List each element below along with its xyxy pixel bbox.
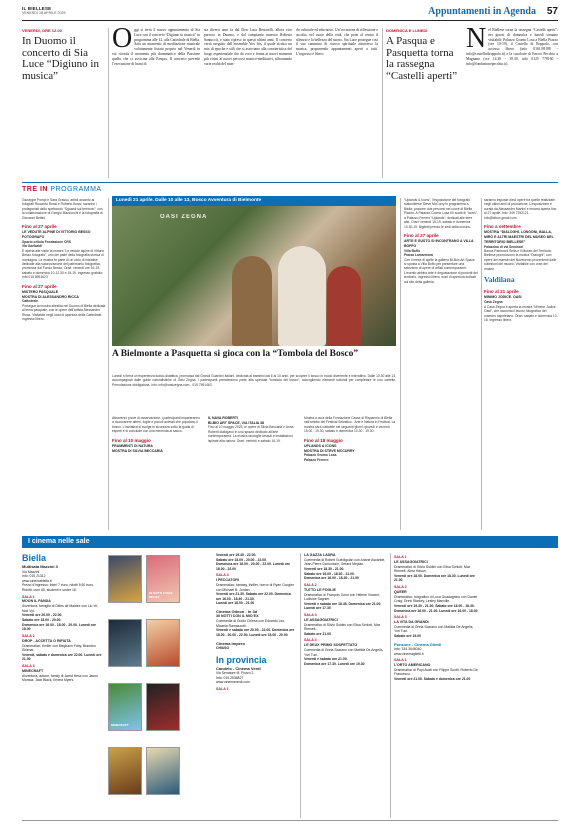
headline: A Pasqua e Pasquetta torna la rassegna “Castelli aperti” xyxy=(386,35,458,82)
event-date: Fino a settembre xyxy=(484,224,521,230)
divider xyxy=(400,198,401,530)
masthead-brand: IL BIELLESE xyxy=(22,6,52,11)
story-concert xyxy=(22,28,106,178)
film-title: I PECCATORI xyxy=(216,578,239,583)
drop-cap: O xyxy=(112,28,133,54)
body-text: do culturale ed educativo. Un’occasione di riflessione e ascolto, nel cuore della città, che pone al centro il silenzio e la bellezza del suono. Sia Luce prosegue così il suo cammino di ricerca spirituale attraverso la musica, proponendo appuntamenti aperti a tutti. L’ingresso è libero. xyxy=(296,28,378,57)
film-title: LE ASSAGGIATRICI xyxy=(304,617,338,622)
film-desc: Drammatico di François Ozon con Hélène Vincent, Ludivine Sagnier. xyxy=(304,592,381,602)
event-title: FRAMMENTI DI NATURA MOSTRA DI SILVIA BECCARIA xyxy=(112,443,163,453)
header-rule xyxy=(22,20,558,21)
kicker: VENERDÌ, ORE 12.00 xyxy=(22,28,62,33)
film-poster xyxy=(146,747,180,795)
photo-logo-text: OASI ZEGNA xyxy=(160,214,208,220)
body-text: saranno esposte dieci opere tra quelle realizzate negli ultimi anni di produzione. L’esposizione è curata da Alessandro Martini e rimarrà aperta fino al 27 aprile. Info: 349 7252121 - info@bibox.gmail.com xyxy=(484,198,557,220)
film-times: Venerdì, sabato e domenica ore 22.00. Lunedì ore 21.00 xyxy=(22,652,102,662)
sala-label: SALA 1 xyxy=(394,658,407,663)
film-times: Venerdì ore 21.00. Sabato e domenica ore 21.00 xyxy=(394,677,471,682)
sala-label: SALA 1 xyxy=(22,594,35,599)
event-date: Fino al 10 maggio xyxy=(112,437,151,443)
cinema-listing xyxy=(22,564,102,683)
event-text: A Casa Zegna è aperta la mostra “Mimmo Jodice. Oasi”, che racconta il lavoro fotografico del maestro napoletano. Orari: sabato e domenica 10-18. Ingresso libero. xyxy=(484,304,558,322)
film-desc: Commedia di Greta Scarano con Matilda De Angelis, Yuri Tuci. xyxy=(304,648,384,657)
film-times: Venerdì ore 20.00 - 22.00. Sabato ore 18.00 - 20.00. Domenica ore 16.00 - 18.00 - 20.00. Lunedì ore 18.00 xyxy=(22,613,97,632)
body-text: ggi si terrà il nuovo appuntamento di Sia Luce con il concerto “Digiuno in musica” in programma alle 12, alla Cattedrale di Biella. Sarà un momento di meditazione musicale volutamente fissato proprio nel Venerdì in cui ricorda il momento più drammatico della Passione quello che ci avvicina alla Pasqua. Il concerto prevede l’esecuzione di brani di xyxy=(112,28,200,66)
film-title: LE ASSAGGIATRICI xyxy=(394,559,428,564)
section-label-a: TRE IN xyxy=(22,186,48,193)
film-desc: Commedia di Guido Chiesa con Edoardo Leo, Micaela Ramazzotti. xyxy=(216,619,286,628)
film-desc: Avventura, famiglia di Gilles de Maistre con Liu Ye, Noé Vyl. xyxy=(22,604,99,613)
body-text: “Uplands & Icons”, l’esposizione del fotografo statunitense Steve McCurry in programma a Biella, propone due percorsi nel cuore di Biella Piazzo. A Palazzo Gromo Losa 60 scatti di “Icons”, a Palazzo Ferrero “Uplands”, dedicati alle terre alte. Orari: venerdì 15-19, sabato e domenica 10.30-19. Biglietti presso le sedi della mostra. xyxy=(404,198,478,229)
cinema-name: Cinema Impero xyxy=(216,640,245,646)
film-desc: Drammatico di Silvio Soldini con Elisa Schlott, Max Riemelt. xyxy=(304,622,381,632)
film-title: LE DEUX PRIMO SOSPETTATO xyxy=(304,643,358,648)
film-title: DROP - ACCETTA O RIFIUTA xyxy=(22,638,71,643)
bosco-col-3 xyxy=(304,416,396,531)
film-desc: Drammatico, fantasy, thriller, horror di Ryan Coogler con Michael B. Jordan. xyxy=(216,583,294,592)
event-title: LE VEDUTE ALPINE DI VITTORIO BESSO FOTOGRAFO xyxy=(22,230,91,240)
divider xyxy=(108,28,109,178)
film-title: MOON IL PANDA xyxy=(22,599,51,604)
cinema-web: www.cinemaverdi.com xyxy=(216,680,250,685)
sala-label: SALA 1 xyxy=(394,555,407,559)
body-text: Fino al 10 maggio 2025, le opere di Silvia Beccaria e Anna Roberti dialogano in uno spazio dedicato all’arte contemporanea. La mostra raccoglie tessuti e installazioni ispirate alla natura. Orari: venerdì e sabato 16-19. xyxy=(208,425,294,443)
event-text: È aperta alle visite la mostra “Le vedute alpine di Vittorio Besso fotografo”, uno dei padri della fotografia storica di montagna. La mostra fa parte di un ciclo di iniziative dedicate alla valorizzazione del patrimonio fotografico, promosse dal Fondo Besso. Orari: venerdì ore 16-19, sabato e domenica 10-12.30 e 15-19. Ingresso gratuito. Info 015 8951623 xyxy=(22,248,105,280)
far-right-events xyxy=(484,198,558,530)
event-title: MOSTRA “DIALOGHI. LONGONI, BALLA, MIRÒ E ALTRI MAESTRI DEL MUSEO DEL TERRITORIO BIELLESE” xyxy=(484,230,554,244)
person-figure xyxy=(278,246,326,346)
cinema-address: Via Mazzini Info: 015 21312 xyxy=(22,569,46,579)
body-text: Mostra a cura della Fondazione Casse di Risparmio di Biella nell’ambito del Festival Selvatico - Arte e Natura in Festival. La mostra sarà visitabile nei seguenti giorni: giovedì e venerdì 15.00 - 19.30, sabato e domenica 10.30 - 19.30. xyxy=(304,416,396,434)
event-place: Palazzina di via Seminari xyxy=(484,244,524,249)
film-times: Venerdì ore 18.00. Domenica ore 18.30. Lunedì ore 21.00 xyxy=(394,573,475,583)
body-text: el Biellese torna la rassegna “Castelli aperti”: nei giorni di domenica e lunedì saranno visitabili: Palazzo Gromo Losa a Biella Piazzo (ore 10-19), il Castello di Roppolo, con accesso libero (info 0161.98188 - info@castellodiroppolo.it) e la casaforte di Enrico Pecchio a Magnano (ore 14.30 - 18.30, info 0125 778160 - info@fondazionepecchio.it). xyxy=(466,28,558,66)
bosco-intro: Lunedì si terrà un’esperienza ludico-didattica, promossa dai Grandi Guardini Italiani, dedicata ai bambini dai 6 ai 10 anni, per scoprire il bosco in modo divertente e interattivo. Dalle 10.30 alle 13, accompagnati dalle guide naturalistiche di Oasi Zegna, i partecipanti prenderanno parte alla speciale “tombola del bosco”, raccogliendo elementi naturali per completare le loro cartelle. Prenotazione obbligatoria. Info: info@oasizegna.com - 015 7591463. xyxy=(112,374,396,387)
film-desc: Commedia di Robert Guédiguian con Ariane Ascaride, Jean-Pierre Darroussin, Gérard Meylan. xyxy=(304,557,386,567)
sala-label: SALA 2 xyxy=(22,633,35,638)
film-title: MINECRAFT xyxy=(22,668,44,673)
divider xyxy=(390,553,391,818)
film-poster xyxy=(146,683,180,731)
cinema-col-4 xyxy=(304,553,386,818)
page-number: 57 xyxy=(546,6,558,17)
cinema-address: Info: 334.3646040 www.cinemagiletti.it xyxy=(394,646,424,656)
section-title-b: in Agenda xyxy=(490,6,536,17)
event-photo xyxy=(112,196,396,346)
film-title: LA GAZZA LADRA xyxy=(304,553,336,557)
cinema-address: Via Senatore M. Pozzo 2. Info: 015.2538827 xyxy=(216,671,255,680)
intro-text: Giuseppe Pompi e Sara Grasso, artisti accanto ai fotografi Riccardo Rossi e Roberto Bossi, saranno i protagonisti dello spettacolo “Sguardi sul territorio”, con la collaborazione di Giorgio Mazzocchi e la fotografia di Giovanni Bettini. xyxy=(22,198,103,220)
event-date: Fino al 27 aprile xyxy=(404,233,439,239)
event-text: Banca Patrimoni Sella e il Museo del Territorio Biellese promuovono la mostra “Dialoghi”, con opere dei maestri del Novecento provenienti dalle collezioni del museo. Visitabile con orari del museo. xyxy=(484,248,557,271)
sala-label: SALA 3 xyxy=(216,573,229,578)
left-events xyxy=(22,198,106,530)
headline: In Duomo il concerto di Sia Luce “Digiuno in musica” xyxy=(22,35,99,82)
film-poster xyxy=(146,619,180,667)
film-times: Venerdì ore 21.30. Sabato ore 22.00. Domenica ore 16.00 - 18.30 - 21.30. Lunedì ore 18.00 - 21.00 xyxy=(216,592,291,606)
sala-label: SALA 3 xyxy=(394,615,407,620)
poster-title: MINECRAFT xyxy=(111,722,129,727)
story-castelli xyxy=(386,28,462,178)
city-heading: In provincia xyxy=(216,654,267,665)
film-times: Venerdì ore 18.30 - 21.00. Sabato ore 16.00 - 18.30 - 21.00. Domenica ore 16.00 - 18.30 - 21.00 xyxy=(304,567,359,581)
event-place: Spazio cellula Fondazione CRS Via Garibaldi xyxy=(22,239,71,249)
cinema-name: Multisala Mazzini 3 xyxy=(22,564,58,570)
bosco-headline: A Bielmonte a Pasquetta si gioca con la “Tombola del Bosco” xyxy=(112,349,359,359)
event-date: Fino al 27 aprile xyxy=(22,283,57,289)
cinema-col-3 xyxy=(216,553,296,818)
story-concert-body-1 xyxy=(112,28,200,178)
story-concert-body-3 xyxy=(296,28,378,178)
cinema-note: Prezzi d’ingresso: interi 7 euro, ridotti 5,50 euro. Ridotti: over 65, studenti e under 18. xyxy=(22,583,94,593)
event-title: MISTERO PASQUALE MOSTRA DI ALESSANDRO RICCA xyxy=(22,289,79,299)
event-place: Casa Zegna xyxy=(484,300,503,305)
film-title: L’ORTO AMERICANO xyxy=(394,663,431,668)
event-text: Con il mese di aprile la galleria Bi-Box Art Space si sposta a Villa Boffo per presentare una selezione di opere di artisti contemporanei. L’evento abbina arte e degustazione di prodotti del territorio. Ingresso libero, orari di apertura indicati sul sito della galleria. xyxy=(404,257,478,284)
story-concert-body-2 xyxy=(204,28,292,178)
film-desc: Drammatico, biografico di Luca Guadagnino con Daniel Craig, Drew Starkey, Lesley Manville. xyxy=(394,594,478,604)
event-title: ARTE E GUSTO SI INCONTRANO A VILLA BOFFO xyxy=(404,239,474,248)
cinema-section-bar: I cinema nelle sale xyxy=(22,536,558,548)
event-title: MINIMO JODICE. OASI xyxy=(484,295,522,300)
city-heading: Biella xyxy=(22,553,47,563)
film-times: Sabato ore 21.00 xyxy=(304,631,331,636)
section-title-a: Appuntamenti xyxy=(428,6,491,17)
event-date: Fino al 27 aprile xyxy=(22,224,57,230)
event-place: Villa Boffo Piazza Lamarmora xyxy=(404,248,433,258)
event-date: Fino al 18 maggio xyxy=(304,437,343,443)
event-place: Palazzo Gromo Losa Palazzo Ferrero xyxy=(304,453,337,462)
film-title: LA VITA DA GRANDI xyxy=(394,619,429,624)
film-title: 30 NOTTI CON IL MIO EX xyxy=(216,614,259,619)
film-times: Venerdì e sabato ore 20.00 - 22.00. Domenica ore 18.00 - 20.00 - 22.00. Lunedì ore 18.00 - 20.00 xyxy=(216,628,295,638)
section-rule xyxy=(22,182,558,183)
cinema-name: Candelo - Cinema Verdi xyxy=(216,665,261,671)
section-label-b: PROGRAMMA xyxy=(47,186,102,193)
sala-label: SALA 4 xyxy=(304,638,317,643)
film-poster xyxy=(108,619,142,667)
sala-label: SALA 2 xyxy=(394,585,407,590)
cinema-col-5 xyxy=(394,553,478,818)
film-poster xyxy=(146,555,180,603)
film-title: QUEER xyxy=(394,589,407,594)
page-header xyxy=(22,6,558,18)
bosco-col-1 xyxy=(112,416,202,531)
footer-rule xyxy=(22,820,558,821)
film-desc: Drammatico, thriller con Meghann Fahy, Brandon Sklenar. xyxy=(22,643,96,653)
right-events xyxy=(404,198,478,530)
film-title: TUTTO LE FOGLIE xyxy=(304,587,336,592)
photo-caption: Lunedì 21 aprile. Dalle 10 alle 13, Bosco Avventura di Bielmonte xyxy=(112,196,396,206)
body-text: Attraverso prove di osservazione, i partecipanti impareranno a riconoscere alberi, foglie e piccoli animali che popolano il bosco. L’iniziativa si svolge in sicurezza sotto la guida di esperti e si conclude con una merenda al sacco. xyxy=(112,416,200,434)
body-text: sia diversi anni fa dal Don Luca Bertarelli, allora vice parroco in Duomo, e dal compianto maestro Roberto Santucci), è stato ripreso in questi ultimi anni. Il concerto verrà eseguito dall’ensemble Vox Iris, il quale ricalca un mix di epoche e stili che si associano alla caratteristica del luogo esperienziale che dà voce e forma ai nuovi momenti più vicini ai nuovi percorsi musico-meditativi, affrontando varie realtà del mon- xyxy=(204,28,292,66)
town-heading: Valdilana xyxy=(484,275,515,285)
kicker: DOMENICA E LUNEDÌ xyxy=(386,28,428,33)
cinema-status: CHIUSO xyxy=(216,646,230,651)
section-title xyxy=(428,6,536,19)
event-title: UPLANDS & ICONS MOSTRA DI STEVE MCCURRY xyxy=(304,443,355,453)
divider xyxy=(108,198,109,530)
bosco-col-2 xyxy=(208,416,298,531)
film-desc: Drammatico di Silvio Soldini con Elisa Schlott, Max Riemelt, Alma Hasun. xyxy=(394,564,471,574)
cinema-name: Cinema Odeon - In 3d xyxy=(216,609,258,615)
divider xyxy=(481,198,482,530)
event-date: Fino al 21 aprile xyxy=(484,289,519,295)
film-poster xyxy=(108,555,142,603)
cinema-name: Ponzone - Cinema Giletti xyxy=(394,641,442,647)
film-times: Sabato ore 19.00 xyxy=(394,634,421,638)
drop-cap: N xyxy=(466,28,487,54)
cinema-web: www.cinemabiella.it xyxy=(22,578,52,583)
divider xyxy=(300,553,301,818)
story-castelli-body xyxy=(466,28,558,178)
film-times: Venerdì ore 19.45 - 22.00. Sabato ore 18.00 - 20.00 - 22.00. Domenica ore 18.00 - 20.00 - 22.00. Lunedì ore 18.00 - 22.00 xyxy=(216,553,291,571)
sala-label: SALA 3 xyxy=(22,663,35,668)
film-times: Venerdì ore 19.30 - 21.00. Sabato ore 16.00 - 18.30. Domenica ore 16.00 - 21.00. Lunedì ore 16.00 - 18.30 xyxy=(394,603,478,613)
film-times: Venerdì e sabato ore 21.00. Domenica ore 17.30. Lunedì ore 19.30 xyxy=(304,657,365,666)
event-text: Prosegue la mostra allestita nel Duomo di Biella dedicata al tema pasquale, con le opere dell’artista Alessandro Ricca. Visitabile negli orari di apertura della Cattedrale. Ingresso libero. xyxy=(22,303,106,322)
film-desc: Avventura, azione, family di Jared Hess con Jason Momoa, Jack Black, Emma Myers. xyxy=(22,673,98,683)
film-desc: Drammatico di Pupi Avati con Filippo Scotti, Roberto De Francesco. xyxy=(394,667,478,677)
person-figure xyxy=(327,266,361,346)
event-title: IL NAVA ROBERTI BI-BIO ART SPACE, VIA ITALIA 38 xyxy=(208,416,265,425)
sala-label: SALA 2 xyxy=(304,582,317,587)
person-figure xyxy=(232,256,272,346)
sala-label: SALA 1 xyxy=(216,686,229,691)
cinema-col-1 xyxy=(22,553,102,818)
section-label xyxy=(22,186,102,195)
film-poster xyxy=(108,747,142,795)
film-desc: Commedia di Greta Scarano con Matilda De Angelis, Yuri Tuci. xyxy=(394,624,474,634)
sala-label: SALA 3 xyxy=(304,612,317,617)
poster-title: 30 NOTTI CON IL MIO EX xyxy=(149,591,174,599)
masthead-date: VENERDÌ 18 APRILE 2025 xyxy=(22,11,66,15)
event-place: Cattedrale xyxy=(22,299,39,304)
film-poster xyxy=(108,683,142,731)
divider xyxy=(382,28,383,178)
film-times: Venerdì e sabato ore 18.45. Domenica ore 21.00. Lunedì ore 17.30 xyxy=(304,601,382,611)
